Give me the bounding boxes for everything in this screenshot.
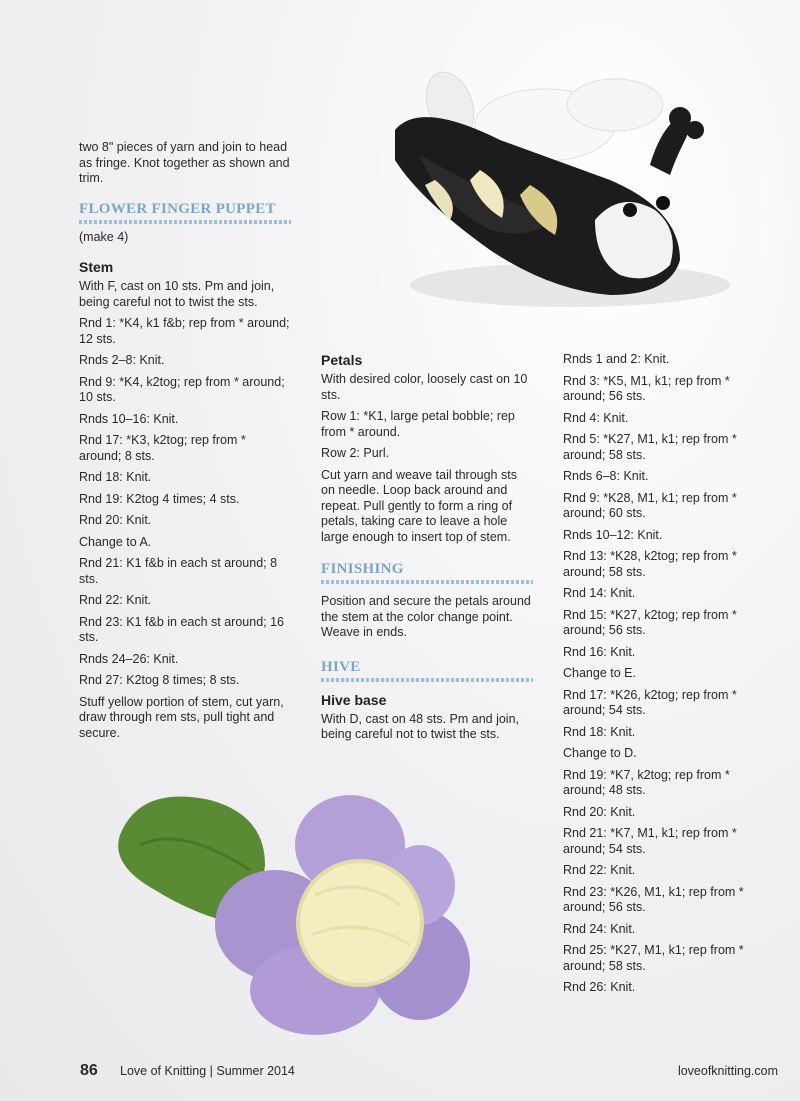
instruction-line: Row 1: *K1, large petal bobble; rep from * around. [321,409,515,439]
instruction-line: Rnd 26: Knit. [563,980,636,994]
instruction-line: Rnd 23: K1 f&b in each st around; 16 sts. [79,614,284,644]
website-link[interactable]: loveofknitting.com [677,1064,778,1078]
instruction-line: Rnd 17: *K3, k2tog; rep from * around; 8 sts. [79,433,246,463]
hive-base-heading: Hive base [321,691,387,708]
instruction-line: Rnds 2–8: Knit. [79,353,165,367]
instruction-line: Rnd 22: Knit. [79,593,152,607]
page-footer [0,1060,800,1086]
instruction-line: Rnd 21: *K7, M1, k1; rep from * around; 54 sts. [563,826,737,856]
instruction-line: Rnds 6–8: Knit. [563,469,649,483]
instruction-line: Rnd 19: *K7, k2tog; rep from * around; 48 sts. [563,767,730,797]
instruction-line: Rnd 14: Knit. [563,586,636,600]
instruction-line: Rnd 19: K2tog 4 times; 4 sts. [79,491,240,506]
instruction-line: Rnd 23: *K26, M1, k1; rep from * around; 56 sts. [563,884,744,914]
instruction-line: Rnds 10–16: Knit. [79,411,179,426]
instruction-line: Rnd 24: Knit. [563,921,636,936]
finishing-text: Position and secure the petals around the stem at the color change point. Weave in ends. [321,594,531,639]
instruction-line: Rnd 20: Knit. [563,804,636,819]
instruction-line: Rnd 4: Knit. [563,410,629,425]
instruction-line: With F, cast on 10 sts. Pm and join, being careful not to twist the sts. [79,279,275,309]
intro-text: two 8" pieces of yarn and join to head as fringe. Knot together as shown and trim. [79,140,290,185]
instruction-line: Rnds 24–26: Knit. [79,651,179,666]
instruction-line: Rnd 15: *K27, k2tog; rep from * around; 56 sts. [563,607,737,637]
finishing-title: FINISHING [321,561,404,577]
instruction-line: Rnd 9: *K4, k2tog; rep from * around; 10 sts. [79,374,285,404]
hive-base-text: With D, cast on 48 sts. Pm and join, being careful not to twist the sts. [321,711,519,741]
instruction-line: Change to A. [79,534,152,549]
title-underline [321,580,533,584]
instruction-line: Rnd 25: *K27, M1, k1; rep from * around; 58 sts. [563,943,744,973]
instruction-line: Change to E. [563,666,636,680]
instruction-line: Rnd 20: Knit. [79,513,152,527]
instruction-line: Change to D. [563,746,637,760]
instruction-line: Rnd 13: *K28, k2tog; rep from * around; 58 sts. [563,549,737,579]
instruction-line: Rnd 16: Knit. [563,644,636,659]
column-3 [563,352,775,1002]
issue-name: Summer 2014 [216,1064,295,1078]
column-2 [321,352,533,749]
instruction-line: Rnd 21: K1 f&b in each st around; 8 sts. [79,556,278,586]
instruction-line: Rnds 10–12: Knit. [563,527,663,542]
flower-puppet-photo [100,775,490,1045]
instruction-line: Rnd 17: *K26, k2tog; rep from * around; 54 sts. [563,687,737,717]
instruction-line: Stuff yellow portion of stem, cut yarn, draw through rem sts, pull tight and secure. [79,694,284,740]
instruction-line: Rnd 9: *K28, M1, k1; rep from * around; 60 sts. [563,490,737,520]
separator: | [206,1064,217,1078]
title-underline [79,220,291,224]
instruction-line: Rnd 27: K2tog 8 times; 8 sts. [79,673,240,687]
instruction-line: With desired color, loosely cast on 10 sts. [321,372,528,402]
instruction-line: Rnd 22: Knit. [563,863,636,877]
stem-instructions [79,279,291,741]
stem-heading: Stem [79,259,114,275]
magazine-name: Love of Knitting [120,1064,207,1078]
instruction-line: Row 2: Purl. [321,446,390,460]
column-1 [79,140,291,747]
bee-puppet-photo [380,70,740,320]
flower-puppet-title: FLOWER FINGER PUPPET [79,200,276,217]
instruction-line: Rnd 3: *K5, M1, k1; rep from * around; 56 sts. [563,373,730,403]
page-number: 86 [80,1062,98,1079]
hive-title: HIVE [321,658,361,675]
instruction-line: Cut yarn and weave tail through sts on needle. Loop back around and repeat. Pull gently to form a ring of petals, taking care to leave a hole large enough to insert top of stem. [321,467,517,544]
magazine-credit [120,1064,295,1078]
instruction-line: Rnds 1 and 2: Knit. [563,352,670,366]
make-note: (make 4) [79,229,129,244]
instruction-line: Rnd 18: Knit. [563,724,636,739]
instruction-line: Rnd 5: *K27, M1, k1; rep from * around; 58 sts. [563,432,737,462]
title-underline [321,678,533,682]
instruction-line: Rnd 1: *K4, k1 f&b; rep from * around; 12 sts. [79,316,290,346]
petals-heading: Petals [321,352,363,368]
instruction-line: Rnd 18: Knit. [79,470,152,484]
